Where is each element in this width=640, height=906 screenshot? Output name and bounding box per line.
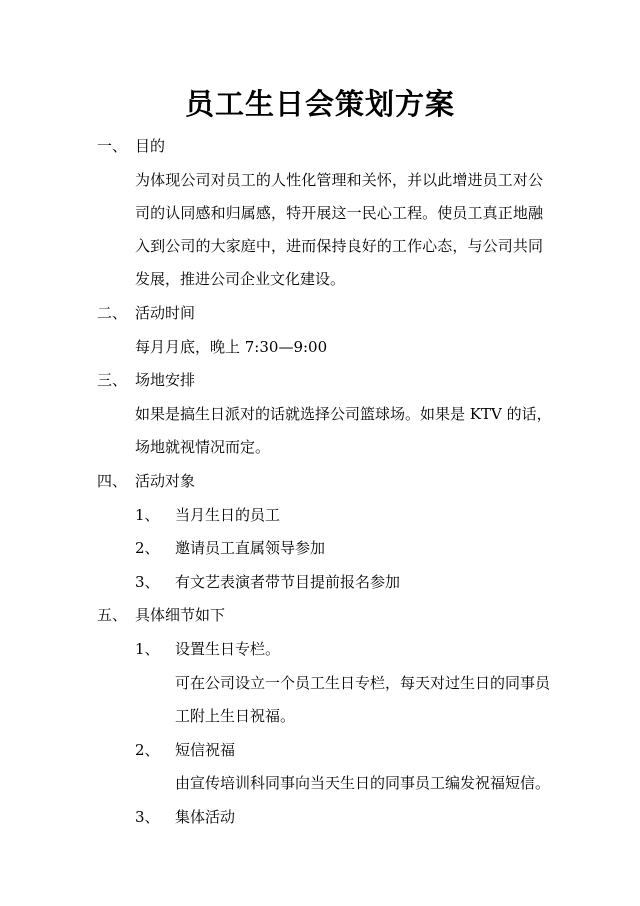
paragraph-line: 可在公司设立一个员工生日专栏，每天对过生日的同事员 <box>175 674 551 692</box>
section-heading: 具体细节如下 <box>135 606 226 624</box>
list-item: 短信祝福 <box>175 741 236 759</box>
paragraph-line: 由宣传培训科同事向当天生日的同事员工编发祝福短信。 <box>175 774 551 792</box>
paragraph-line: 入到公司的大家庭中，进而保持良好的工作心态，与公司共同 <box>135 237 543 255</box>
section-heading: 场地安排 <box>135 371 196 389</box>
paragraph-line: 发展，推进公司企业文化建设。 <box>135 270 346 288</box>
section-number: 三、 <box>97 371 128 389</box>
section-heading: 活动时间 <box>135 304 196 322</box>
list-item: 邀请员工直属领导参加 <box>175 539 326 557</box>
paragraph-line: 为体现公司对员工的人性化管理和关怀，并以此增进员工对公 <box>135 171 543 189</box>
paragraph-line: 每月月底，晚上 7:30—9:00 <box>135 338 328 356</box>
list-item-number: 1、 <box>135 640 160 658</box>
section-heading: 活动对象 <box>135 472 196 490</box>
list-item: 当月生日的员工 <box>175 506 281 524</box>
paragraph-line: 如果是搞生日派对的话就选择公司篮球场。如果是 KTV 的话， <box>135 405 552 423</box>
paragraph-line: 工附上生日祝福。 <box>175 707 296 725</box>
section-number: 四、 <box>97 472 128 490</box>
list-item-number: 2、 <box>135 741 160 759</box>
list-item-number: 2、 <box>135 539 160 557</box>
list-item: 设置生日专栏。 <box>175 640 281 658</box>
list-item-number: 3、 <box>135 808 160 826</box>
section-number: 一、 <box>97 137 128 155</box>
paragraph-line: 司的认同感和归属感，特开展这一民心工程。使员工真正地融 <box>135 204 543 222</box>
document-title: 员工生日会策划方案 <box>184 87 455 121</box>
paragraph-line: 场地就视情况而定。 <box>135 438 271 456</box>
section-number: 五、 <box>97 606 128 624</box>
list-item-number: 1、 <box>135 506 160 524</box>
list-item-number: 3、 <box>135 573 160 591</box>
section-heading: 目的 <box>135 137 166 155</box>
list-item: 集体活动 <box>175 808 236 826</box>
list-item: 有文艺表演者带节目提前报名参加 <box>175 573 401 591</box>
section-number: 二、 <box>97 304 128 322</box>
